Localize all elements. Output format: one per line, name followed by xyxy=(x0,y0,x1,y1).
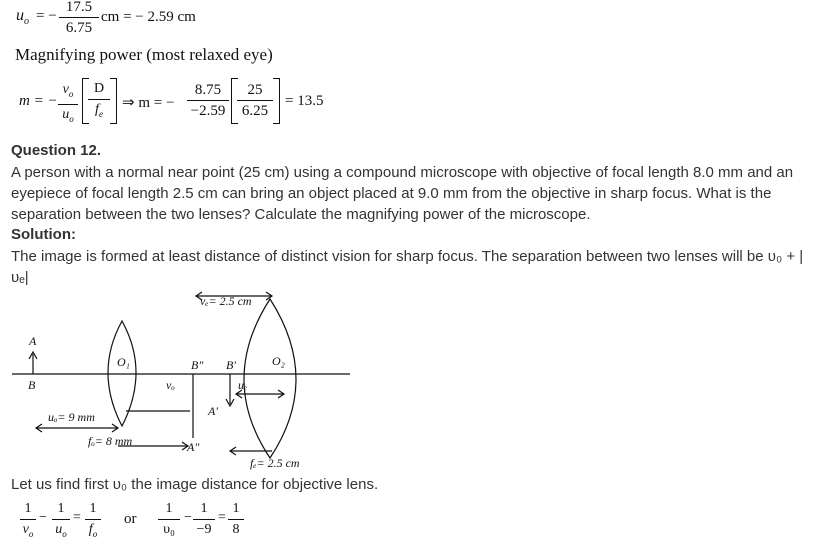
eq2-frac2: $\frac{25}{6.25}$ xyxy=(237,80,273,121)
eq2-result: = 13.5 xyxy=(285,93,324,109)
fo-label: fₒ= 8 mm xyxy=(88,434,133,448)
eq3-or: or xyxy=(124,511,137,527)
eq3-minus-2: − xyxy=(184,510,192,525)
eq3-one-over-f: $\frac{1}{f_o}$ xyxy=(85,499,101,544)
ve-label: vₑ= 2.5 cm xyxy=(200,294,252,308)
label-O1: O₁ xyxy=(117,355,130,369)
eq2-implies: ⇒ m = − xyxy=(122,95,175,111)
eq3-minus-1: − xyxy=(39,510,47,525)
eq1-lhs: $u_o$ xyxy=(16,7,29,28)
eyepiece-lens xyxy=(244,299,296,458)
label-A: A xyxy=(29,334,37,348)
eq2-D-over-f: $\frac{D}{f_e}$ xyxy=(88,79,110,124)
eq1-tail: cm = − 2.59 cm xyxy=(101,9,196,25)
label-O2: O₂ xyxy=(272,354,285,368)
eq2-v-over-u: $\frac{v_o}{u_o}$ xyxy=(58,80,78,129)
eq2-frac1: $\frac{8.75}{-2.59}$ xyxy=(187,80,229,121)
eq1-denominator: 6.75 xyxy=(65,20,93,36)
uo-label: uₒ= 9 mm xyxy=(48,410,95,424)
label-A2: A″ xyxy=(187,440,200,454)
question-title: Question 12. xyxy=(11,142,102,159)
label-A1: A′ xyxy=(208,404,218,418)
eq2-m: m = − xyxy=(19,93,58,109)
label-B: B xyxy=(28,378,36,392)
solution-text: The image is formed at least distance of distinct vision for sharp focus. The separation between two lenses will be υ₀ + |υₑ| xyxy=(11,248,804,286)
eq1-sign: = − xyxy=(36,8,57,24)
find-vo-line: Let us find first υ₀ the image distance for objective lens. xyxy=(11,476,379,493)
question-text: A person with a normal near point (25 cm) using a compound microscope with objective of focal length 8.0 mm and an eyepiece of focal length 2.5 cm can bring an object placed at 9.0 mm from the objective in sharp focus. What is the separation between the two lenses? Calculate the magnifying power of the microscope. xyxy=(11,164,794,223)
eq3-equals-1: = xyxy=(73,510,81,525)
label-B2: B″ xyxy=(191,358,204,372)
eq3-one-over-minus9: $\frac{1}{-9}$ xyxy=(193,499,215,540)
label-B1: B′ xyxy=(226,358,236,372)
eq3-one-over-u: $\frac{1}{u_o}$ xyxy=(52,499,70,544)
solution-title: Solution: xyxy=(11,226,76,243)
fe-label: fₑ= 2.5 cm xyxy=(250,456,300,470)
eq3-one-over-v0: $\frac{1}{\text{υ₀}}$ xyxy=(158,499,180,540)
magnifying-heading: Magnifying power (most relaxed eye) xyxy=(15,45,273,64)
eq3-one-over-v: $\frac{1}{v_o}$ xyxy=(20,499,36,544)
label-vo: vₒ xyxy=(166,378,175,392)
eq3-one-over-8: $\frac{1}{8}$ xyxy=(228,499,244,540)
eq3-equals-2: = xyxy=(218,510,226,525)
label-ue: uₑ xyxy=(238,378,248,392)
eq1-numerator: 17.5 xyxy=(59,0,99,18)
